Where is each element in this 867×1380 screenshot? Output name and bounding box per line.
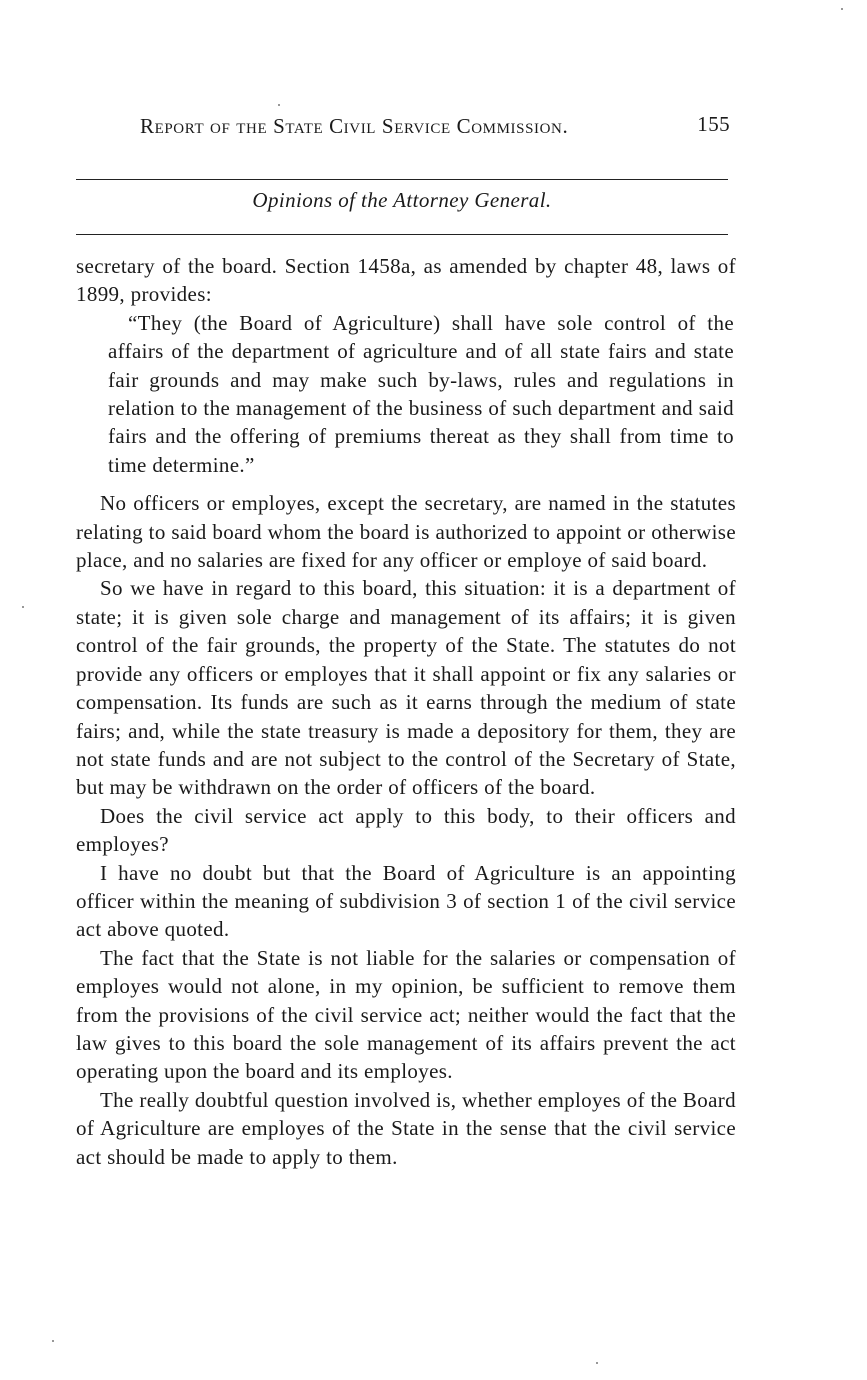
paragraph-continuation: secretary of the board. Section 1458a, as amended by chapter 48, laws of 1899, provides:: [76, 254, 736, 307]
paragraph: I have no doubt but that the Board of Agriculture is an appointing officer within the meaning of subdivision 3 of section 1 of the civil service act above quoted.: [76, 860, 736, 942]
header-rule-top: [76, 179, 728, 180]
page-number: 155: [697, 112, 730, 136]
section-heading: Opinions of the Attorney General.: [252, 188, 552, 212]
paper-speck: [278, 104, 280, 106]
running-head: [140, 114, 730, 148]
paper-speck: [596, 1362, 598, 1364]
body-text: [76, 252, 736, 1171]
block-quote: “They (the Board of Agriculture) shall have sole control of the affairs of the department of agriculture and of all state fairs and state fair grounds and may make such by-laws, rules and regulations in relation to the management of the business of such department and said fairs and the offering of premiums thereat as they shall from time to time determine.”: [108, 310, 734, 477]
paragraph: The really doubtful question involved is, whether employes of the Board of Agriculture are employes of the State in the sense that the civil service act should be made to apply to them.: [76, 1087, 736, 1169]
paper-speck: [52, 1340, 54, 1342]
running-head-title: Report of the State Civil Service Commission.: [140, 114, 569, 138]
header-rule-bottom: [76, 234, 728, 235]
paragraph: Does the civil service act apply to this body, to their officers and employes?: [76, 803, 736, 857]
paragraph: So we have in regard to this board, this situation: it is a department of state; it is given sole charge and management of its affairs; it is given control of the fair grounds, the property of the State. The statutes do not provide any officers or employes that it shall appoint or fix any salaries or compensation. Its funds are such as it earns through the medium of state fairs; and, while the state treasury is made a depository for them, they are not state funds and are not subject to the control of the Secretary of State, but may be withdrawn on the order of officers of the board.: [76, 576, 736, 800]
paper-speck: [841, 8, 843, 10]
paragraph: The fact that the State is not liable for the salaries or compensation of employes would not alone, in my opinion, be sufficient to remove them from the provisions of the civil service act; neither would the fact that the law gives to this board the sole management of its affairs prevent the act operating upon the board and its employes.: [76, 945, 736, 1084]
paragraph: No officers or employes, except the secretary, are named in the statutes relating to said board whom the board is authorized to appoint or otherwise place, and no salaries are fixed for any officer or employe of said board.: [76, 491, 736, 573]
paper-speck: [22, 606, 24, 608]
